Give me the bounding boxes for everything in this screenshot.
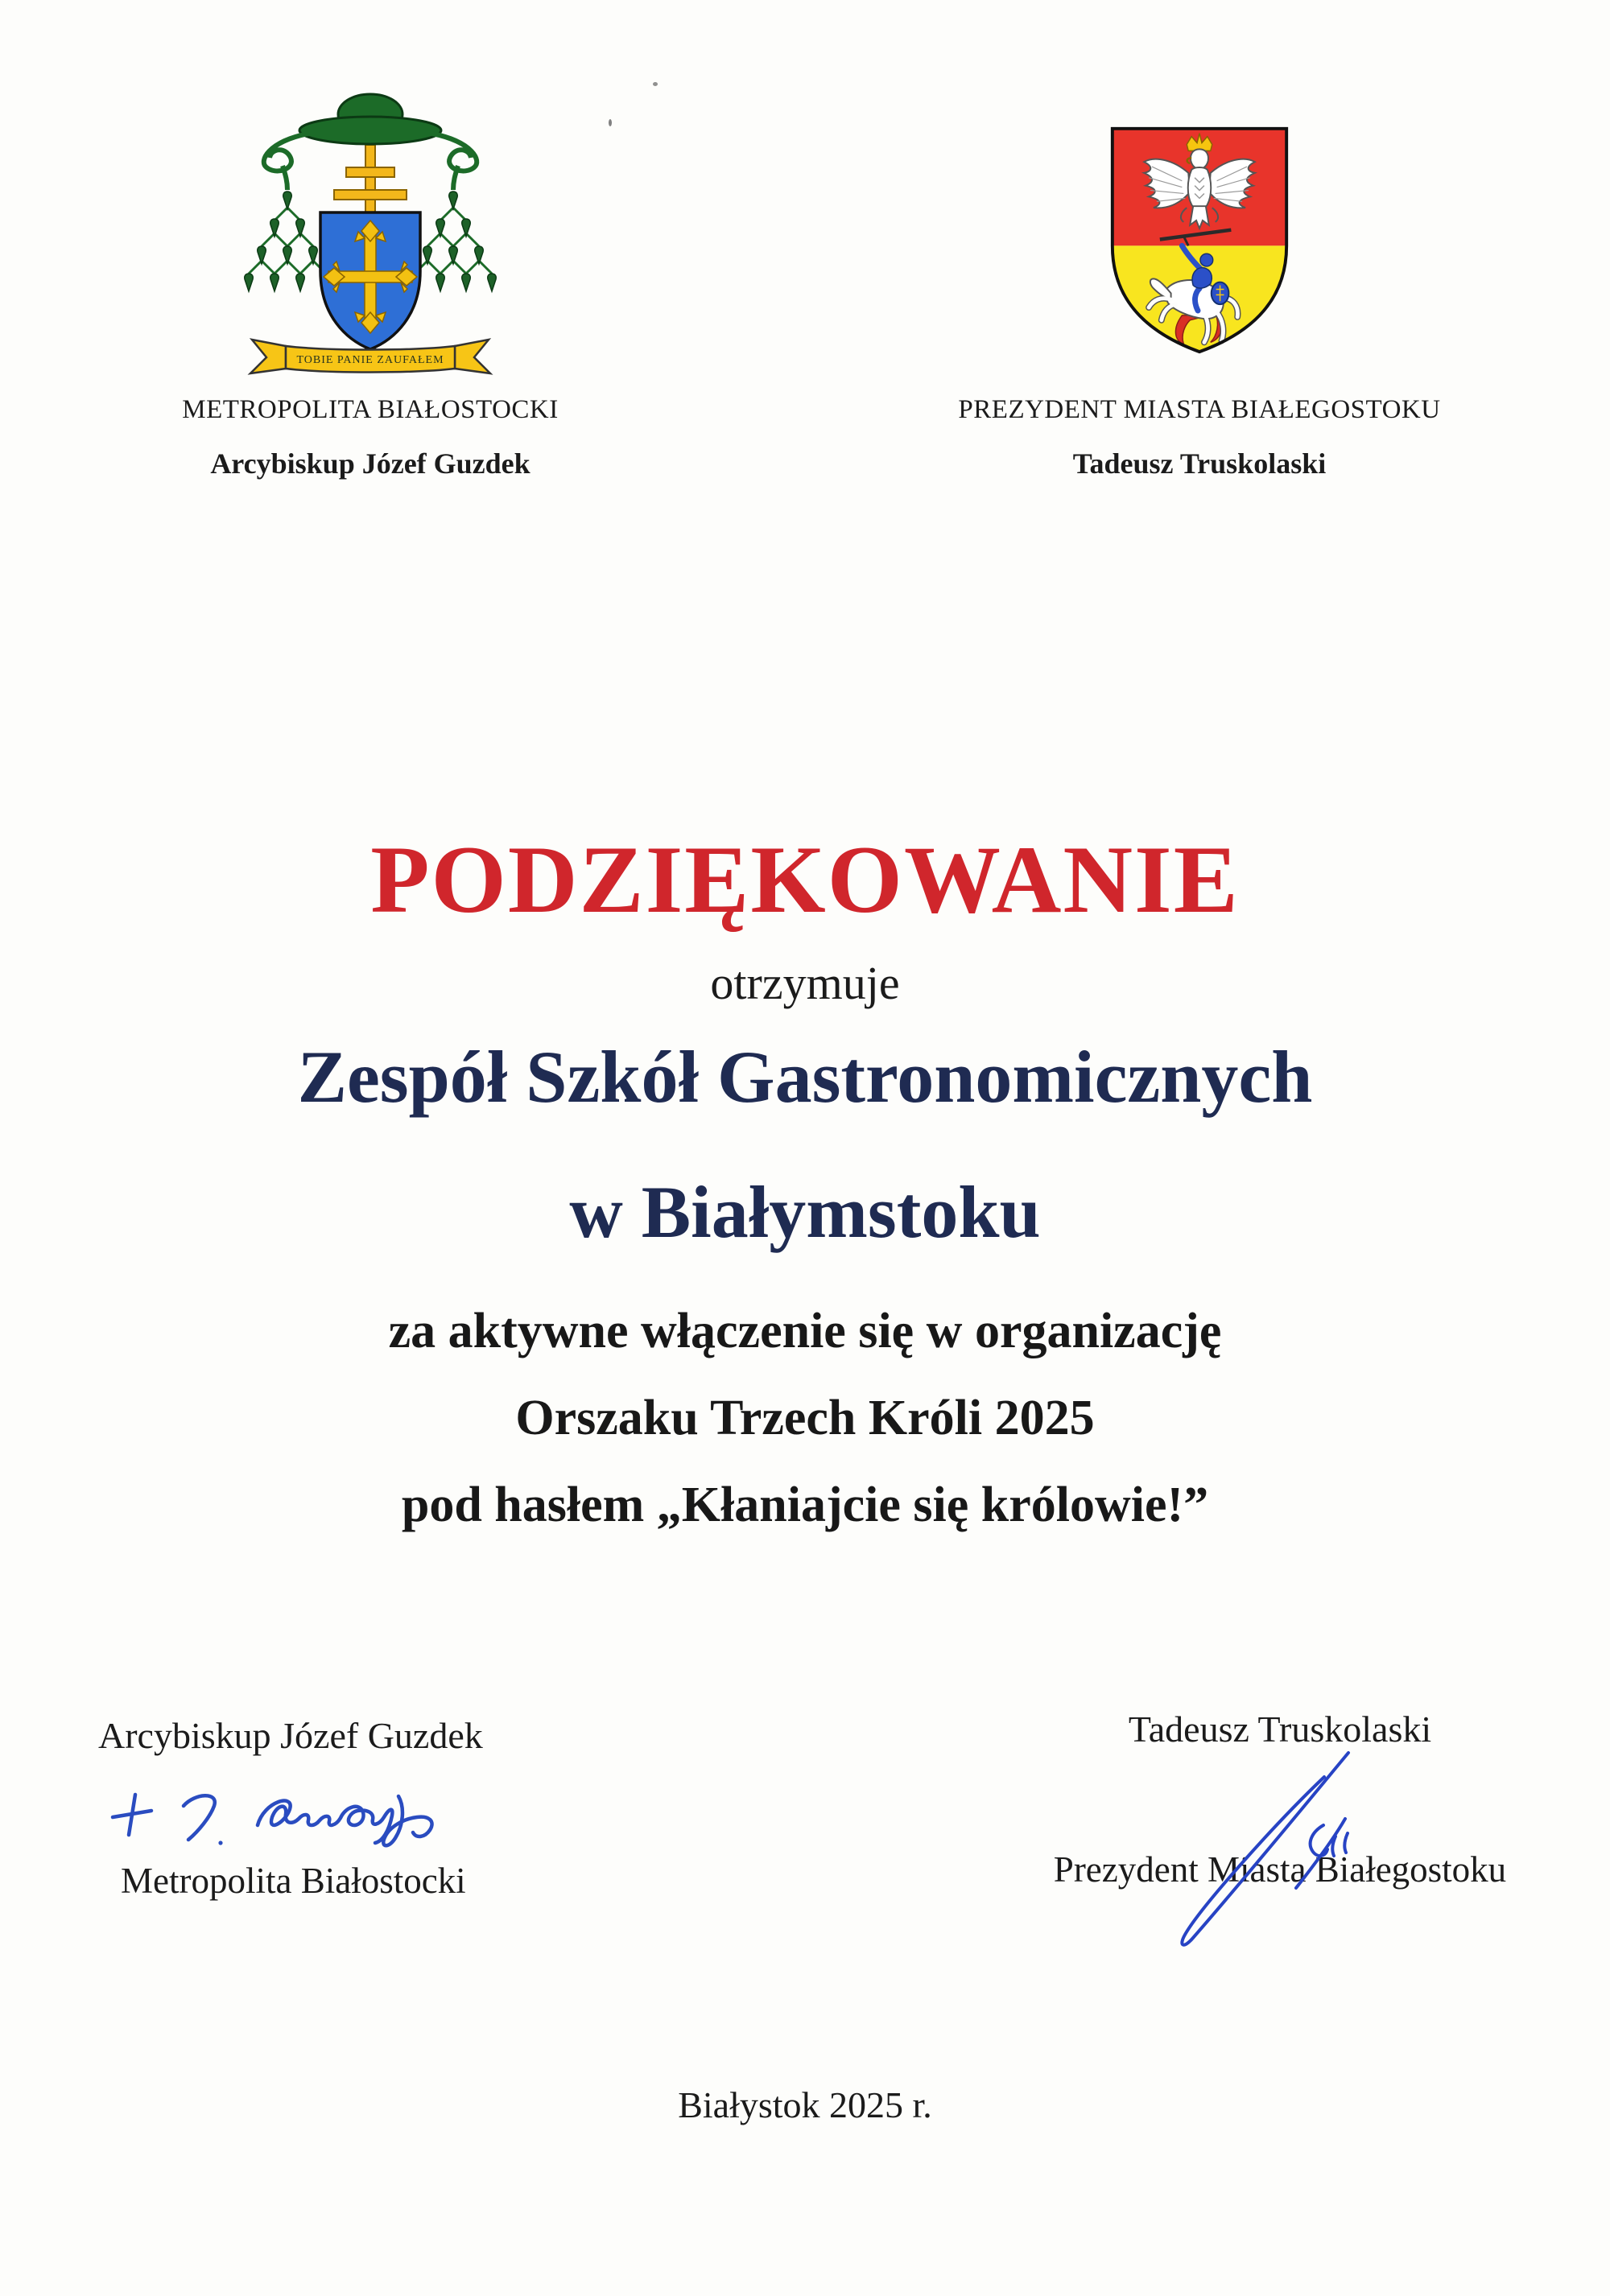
archbishop-crest: [237, 74, 503, 384]
right-office-title: PREZYDENT MIASTA BIAŁEGOSTOKU: [958, 395, 1441, 424]
signature-left-autograph: [89, 1770, 459, 1863]
left-office-title: METROPOLITA BIAŁOSTOCKI: [182, 395, 559, 424]
recipient-name-line2: w Białymstoku: [569, 1171, 1041, 1253]
motto-text: TOBIE PANIE ZAUFAŁEM: [296, 354, 444, 366]
shield-icon: [320, 212, 420, 349]
reason-line3: pod hasłem „Kłaniajcie się królowie!”: [401, 1478, 1209, 1532]
date-line: Białystok 2025 r.: [678, 2084, 932, 2125]
header-left: [129, 74, 612, 480]
reason-line2: Orszaku Trzech Króli 2025: [515, 1391, 1095, 1445]
signature-left-role: Metropolita Białostocki: [121, 1861, 466, 1901]
signature-right-autograph: [1143, 1738, 1385, 1964]
right-office-name: Tadeusz Truskolaski: [1072, 447, 1327, 480]
signature-right-name: Tadeusz Truskolaski: [1128, 1709, 1432, 1750]
signature-right-role: Prezydent Miasta Białegostoku: [1053, 1849, 1507, 1890]
reason-line1: za aktywne włączenie się w organizację: [388, 1304, 1222, 1358]
signature-left-name: Arcybiskup Józef Guzdek: [98, 1715, 483, 1756]
recipient-name-line1: Zespół Szkół Gastronomicznych: [297, 1036, 1313, 1118]
header-right: [918, 121, 1481, 480]
left-office-name: Arcybiskup Józef Guzdek: [210, 447, 530, 480]
scan-speck: [653, 82, 658, 86]
bialystok-city-crest: [1103, 121, 1296, 358]
page-title: PODZIĘKOWANIE: [370, 826, 1240, 933]
lead-text: otrzymuje: [710, 957, 900, 1009]
galero-icon: [299, 94, 441, 144]
